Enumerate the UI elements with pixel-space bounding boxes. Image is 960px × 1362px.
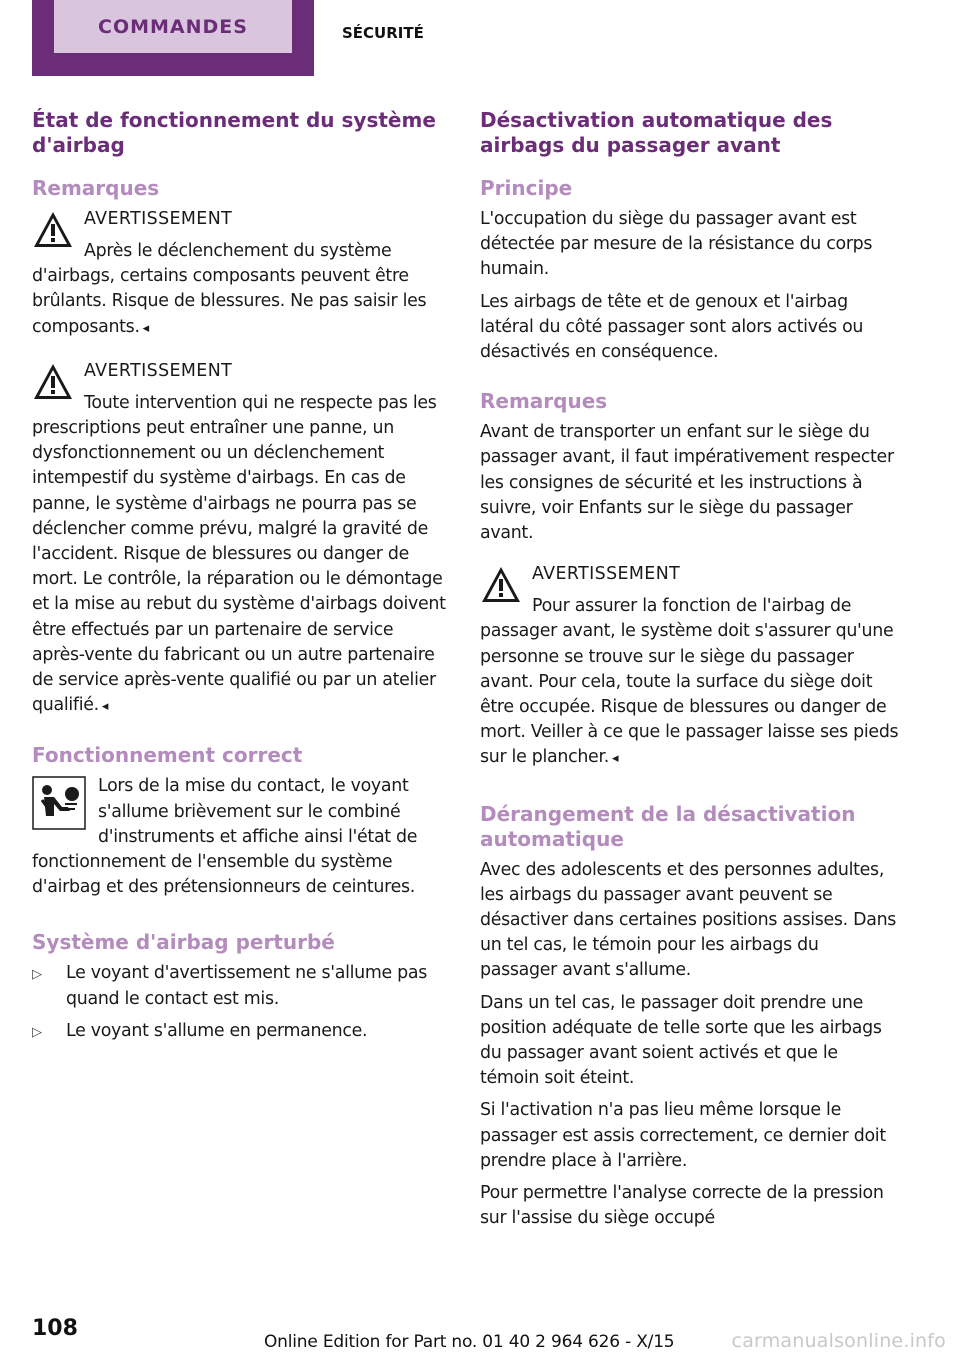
left-remarques-heading: Remarques: [32, 176, 160, 200]
derangement-heading: Dérangement de la désactivation automatique: [480, 801, 856, 851]
footer-edition: Online Edition for Part no. 01 40 2 964 626 - X/15: [264, 1332, 675, 1352]
warning-triangle-icon: [32, 209, 74, 251]
principe-p1: L'occupation du siège du passager avant est détectée par mesure de la résistance du corps humain.: [480, 209, 873, 280]
page-number: 108: [32, 1316, 78, 1341]
airbag-warning-light-icon: [32, 776, 86, 830]
warning-triangle-icon: [32, 361, 74, 403]
warning-3-text-wrap: [480, 619, 900, 771]
fonctionnement-heading: Fonctionnement correct: [32, 743, 303, 768]
watermark: carmanualsonline.info: [731, 1330, 946, 1352]
principe-p2: Les airbags de tête et de genoux et l'airbag latéral du côté passager sont alors activés ou désactivés en conséquence.: [480, 291, 864, 363]
warning-2-first-line: Toute intervention qui ne respecte pas les: [84, 392, 437, 413]
bullet-text: Le voyant d'avertissement ne s'allume pas quand le contact est mis.: [66, 963, 428, 1009]
bullet-triangle-icon: ▷: [32, 1024, 42, 1040]
remarques-p1: Avant de transporter un enfant sur le siège du passager avant, il faut impérativement respecter les consignes de sécurité et les instructions à suivre, voir Enfants sur le siège du passager avant.: [480, 422, 894, 544]
left-section-title: État de fonctionnement du système d'airbag: [32, 108, 436, 157]
perturbe-list: [32, 961, 450, 1045]
list-item: [32, 1019, 450, 1045]
right-remarques-heading: Remarques: [480, 389, 608, 414]
left-column: [32, 108, 450, 1052]
warning-1-first-line: Après le déclenchement du système: [84, 241, 392, 261]
end-mark-icon: ◂: [101, 699, 109, 715]
warning-3-first-line: Pour assurer la fonction de l'airbag de: [532, 596, 852, 617]
right-column: [480, 108, 900, 1239]
section-tab-securite[interactable]: SÉCURITÉ: [342, 24, 424, 42]
end-mark-icon: ◂: [142, 320, 149, 336]
derangement-p1: Avec des adolescents et des personnes adultes, les airbags du passager avant peuvent se désactiver dans certaines positions assises. Dans un tel cas, le témoin pour les airbags du passager avant s'allume.: [480, 859, 897, 981]
fonctionnement-rest: fonctionnement de l'ensemble du système d'airbag et des prétensionneurs de ceintures.: [32, 852, 415, 898]
warning-block-1: [32, 207, 450, 341]
derangement-p2: Dans un tel cas, le passager doit prendre une position adéquate de telle sorte que les airbags du passager avant soient activés et que le témoin soit éteint.: [480, 992, 882, 1089]
warning-1-text-wrap: [32, 264, 450, 341]
airbag-indicator-block: [32, 774, 450, 850]
bullet-text: Le voyant s'allume en permanence.: [66, 1020, 368, 1041]
right-section-title: Désactivation automatique des airbags du passager avant: [480, 108, 833, 157]
warning-2-title: AVERTISSEMENT: [84, 360, 233, 381]
bullet-triangle-icon: ▷: [32, 967, 42, 983]
principe-heading: Principe: [480, 176, 573, 200]
warning-1-text: d'airbags, certains composants peuvent être brûlants. Risque de blessures. Ne pas saisir les composants.: [32, 266, 427, 337]
fonctionnement-first: Lors de la mise du contact, le voyant s'allume brièvement sur le combiné d'instruments et affiche ainsi l'état de: [98, 776, 418, 847]
derangement-p4: Pour permettre l'analyse correcte de la pression sur l'assise du siège occupé: [480, 1183, 884, 1229]
chapter-tab-commandes-inner: [54, 0, 292, 53]
warning-2-text-wrap: [32, 416, 450, 719]
derangement-p3: Si l'activation n'a pas lieu même lorsque le passager est assis correctement, ce dernier doit prendre place à l'arrière.: [480, 1100, 886, 1171]
end-mark-icon: ◂: [611, 751, 619, 767]
chapter-tab-commandes[interactable]: [32, 0, 314, 76]
warning-triangle-icon: [480, 564, 522, 606]
list-item: [32, 961, 450, 1011]
warning-block-3: [480, 562, 900, 771]
warning-3-text: passager avant, le système doit s'assurer qu'une personne se trouve sur le siège du passager avant. Pour cela, toute la surface du siège doit être occupée. Risque de blessures ou danger de mort. Veiller à ce que le passager laisse ses pieds sur le plancher.: [480, 621, 899, 768]
chapter-tab-commandes-label: COMMANDES: [98, 15, 248, 38]
perturbe-heading: Système d'airbag perturbé: [32, 930, 335, 955]
warning-1-title: AVERTISSEMENT: [84, 209, 233, 229]
warning-2-text: prescriptions peut entraîner une panne, un dysfonctionnement ou un déclenchement intempestif du système d'airbags. En cas de panne, le système d'airbags ne pourra pas se déclencher comme prévu, malgré la gravité de l'accident. Risque de blessures ou danger de mort. Le contrôle, la réparation ou le démontage et la mise au rebut du système d'airbags doivent être effectués par un partenaire de service après-vente du fabricant ou un autre partenaire de service après-vente qualifié ou par un atelier qualifié.: [32, 418, 446, 716]
warning-block-2: [32, 359, 450, 720]
warning-3-title: AVERTISSEMENT: [532, 564, 681, 585]
